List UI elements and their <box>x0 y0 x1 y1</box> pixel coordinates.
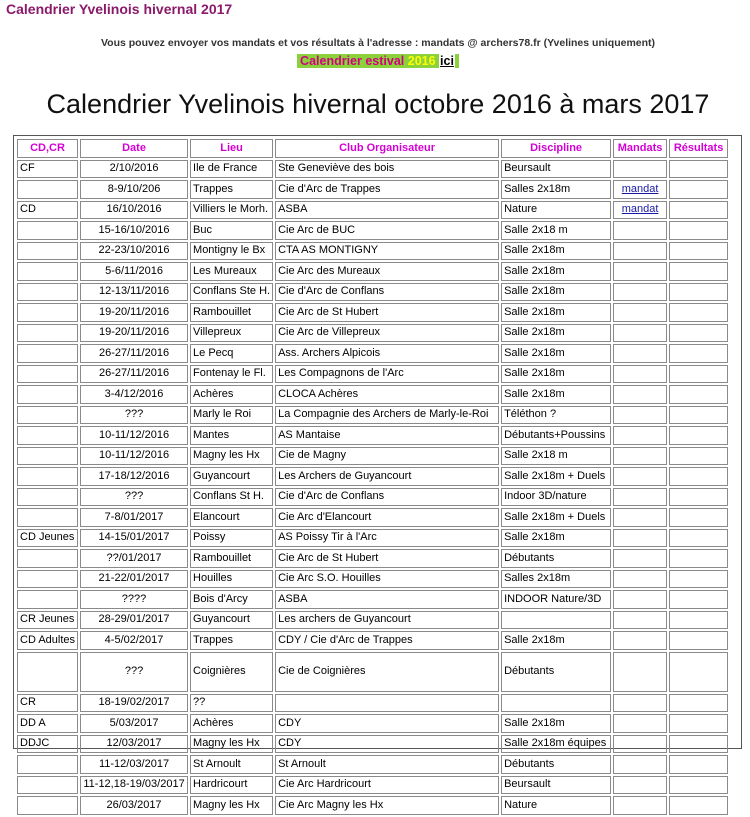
cell-lieu: ?? <box>190 694 273 713</box>
cell-category <box>17 467 78 486</box>
cell-discipline: Salle 2x18m <box>501 344 611 363</box>
cell-category <box>17 755 78 774</box>
cell-mandat <box>613 242 667 261</box>
table-row <box>17 508 728 527</box>
cell-date: ??/01/2017 <box>80 549 188 568</box>
cell-resultat <box>669 488 728 507</box>
cell-resultat <box>669 447 728 466</box>
cell-mandat <box>613 488 667 507</box>
cell-date: 3-4/12/2016 <box>80 385 188 404</box>
cell-club: ASBA <box>275 590 499 609</box>
cell-lieu: Houilles <box>190 570 273 589</box>
header-category: CD,CR <box>17 139 78 158</box>
cell-lieu: Magny les Hx <box>190 796 273 815</box>
cell-date: 4-5/02/2017 <box>80 631 188 650</box>
cell-category <box>17 221 78 240</box>
cell-resultat <box>669 611 728 630</box>
cell-date: 12/03/2017 <box>80 735 188 754</box>
table-row <box>17 344 728 363</box>
cell-mandat <box>613 324 667 343</box>
cell-discipline: Débutants <box>501 549 611 568</box>
cell-category: CR <box>17 694 78 713</box>
cell-club: Cie de Magny <box>275 447 499 466</box>
cell-club: Cie de Coignières <box>275 652 499 692</box>
cell-lieu: Guyancourt <box>190 611 273 630</box>
cell-category <box>17 385 78 404</box>
header-resultats: Résultats <box>669 139 728 158</box>
cell-category <box>17 508 78 527</box>
cell-category <box>17 652 78 692</box>
cell-club: Cie Arc S.O. Houilles <box>275 570 499 589</box>
cell-lieu: Magny les Hx <box>190 735 273 754</box>
cell-date: 26-27/11/2016 <box>80 344 188 363</box>
cell-lieu: Trappes <box>190 180 273 199</box>
cell-date: 28-29/01/2017 <box>80 611 188 630</box>
cell-lieu: Rambouillet <box>190 549 273 568</box>
cell-mandat <box>613 776 667 795</box>
cell-mandat <box>613 796 667 815</box>
cell-lieu: St Arnoult <box>190 755 273 774</box>
cell-date: ??? <box>80 406 188 425</box>
cell-mandat <box>613 201 667 220</box>
cell-mandat <box>613 180 667 199</box>
cell-club: Les archers de Guyancourt <box>275 611 499 630</box>
cell-lieu: Achères <box>190 385 273 404</box>
cell-mandat <box>613 508 667 527</box>
cell-mandat <box>613 570 667 589</box>
cell-club <box>275 694 499 713</box>
cell-date: 19-20/11/2016 <box>80 324 188 343</box>
cell-lieu: Achères <box>190 714 273 733</box>
cell-discipline: Salle 2x18 m <box>501 447 611 466</box>
cell-category: DD A <box>17 714 78 733</box>
cell-lieu: Ile de France <box>190 160 273 179</box>
cell-club: Cie d'Arc de Conflans <box>275 488 499 507</box>
cell-mandat <box>613 344 667 363</box>
table-row <box>17 714 728 733</box>
cell-club: La Compagnie des Archers de Marly-le-Roi <box>275 406 499 425</box>
table-row <box>17 590 728 609</box>
cell-club: Cie Arc de St Hubert <box>275 549 499 568</box>
cell-resultat <box>669 590 728 609</box>
cell-mandat <box>613 611 667 630</box>
header-date: Date <box>80 139 188 158</box>
table-row <box>17 652 728 692</box>
cell-lieu: Elancourt <box>190 508 273 527</box>
cell-date: 18-19/02/2017 <box>80 694 188 713</box>
cell-mandat <box>613 365 667 384</box>
cell-discipline: Débutants <box>501 755 611 774</box>
cell-club: Cie Arc de BUC <box>275 221 499 240</box>
cell-lieu: Marly le Roi <box>190 406 273 425</box>
cell-category: CD <box>17 201 78 220</box>
cell-resultat <box>669 365 728 384</box>
cell-category: CD Adultes <box>17 631 78 650</box>
table-row <box>17 221 728 240</box>
table-row <box>17 201 728 220</box>
cell-category <box>17 303 78 322</box>
summer-calendar-line <box>0 52 750 70</box>
table-row <box>17 611 728 630</box>
cell-club: Cie Arc des Mureaux <box>275 262 499 281</box>
cell-mandat <box>613 426 667 445</box>
cell-date: 5/03/2017 <box>80 714 188 733</box>
cell-date: ??? <box>80 488 188 507</box>
cell-lieu: Bois d'Arcy <box>190 590 273 609</box>
cell-resultat <box>669 180 728 199</box>
cell-club: Ass. Archers Alpicois <box>275 344 499 363</box>
cell-discipline: Salle 2x18m <box>501 262 611 281</box>
cell-resultat <box>669 221 728 240</box>
cell-discipline: Salle 2x18m <box>501 283 611 302</box>
cell-category <box>17 262 78 281</box>
cell-date: 16/10/2016 <box>80 201 188 220</box>
table-row <box>17 365 728 384</box>
cell-resultat <box>669 385 728 404</box>
cell-date: 14-15/01/2017 <box>80 529 188 548</box>
cell-resultat <box>669 426 728 445</box>
summer-calendar-label: Calendrier estival <box>300 54 408 68</box>
table-row <box>17 570 728 589</box>
table-row <box>17 242 728 261</box>
cell-mandat <box>613 283 667 302</box>
table-row <box>17 549 728 568</box>
cell-discipline: Salle 2x18m + Duels <box>501 508 611 527</box>
cell-category: CF <box>17 160 78 179</box>
table-row <box>17 324 728 343</box>
header-mandats: Mandats <box>613 139 667 158</box>
cell-date: 10-11/12/2016 <box>80 426 188 445</box>
cell-lieu: Coignières <box>190 652 273 692</box>
cell-club: CDY / Cie d'Arc de Trappes <box>275 631 499 650</box>
cell-resultat <box>669 631 728 650</box>
cell-club: Cie Arc de Villepreux <box>275 324 499 343</box>
cell-discipline: Indoor 3D/nature <box>501 488 611 507</box>
cell-resultat <box>669 694 728 713</box>
cell-discipline: Salle 2x18m <box>501 529 611 548</box>
table-row <box>17 488 728 507</box>
header-club: Club Organisateur <box>275 139 499 158</box>
table-row <box>17 160 728 179</box>
cell-resultat <box>669 796 728 815</box>
cell-discipline <box>501 694 611 713</box>
cell-discipline: Salle 2x18m <box>501 365 611 384</box>
cell-resultat <box>669 406 728 425</box>
table-row <box>17 262 728 281</box>
cell-discipline: Salle 2x18m équipes <box>501 735 611 754</box>
cell-resultat <box>669 570 728 589</box>
cell-club: Cie d'Arc de Conflans <box>275 283 499 302</box>
table-row <box>17 467 728 486</box>
cell-resultat <box>669 735 728 754</box>
cell-mandat <box>613 303 667 322</box>
cell-resultat <box>669 529 728 548</box>
table-row <box>17 631 728 650</box>
summer-calendar-link[interactable]: ici <box>440 54 454 68</box>
cell-discipline: INDOOR Nature/3D <box>501 590 611 609</box>
cell-lieu: Fontenay le Fl. <box>190 365 273 384</box>
cell-category <box>17 406 78 425</box>
cell-mandat <box>613 467 667 486</box>
cell-date: 2/10/2016 <box>80 160 188 179</box>
cell-discipline: Téléthon ? <box>501 406 611 425</box>
cell-date: 26/03/2017 <box>80 796 188 815</box>
cell-category <box>17 426 78 445</box>
cell-lieu: Magny les Hx <box>190 447 273 466</box>
cell-category: CR Jeunes <box>17 611 78 630</box>
cell-club: AS Mantaise <box>275 426 499 445</box>
cell-discipline: Salle 2x18m <box>501 324 611 343</box>
cell-mandat <box>613 549 667 568</box>
table-header-row <box>17 139 728 158</box>
cell-club: Cie Arc Hardricourt <box>275 776 499 795</box>
table-row <box>17 426 728 445</box>
cell-lieu: Villiers le Morh. <box>190 201 273 220</box>
cell-mandat <box>613 590 667 609</box>
calendar-table <box>15 137 730 817</box>
cell-resultat <box>669 776 728 795</box>
cell-date: 17-18/12/2016 <box>80 467 188 486</box>
table-row <box>17 776 728 795</box>
table-row <box>17 283 728 302</box>
cell-lieu: Le Pecq <box>190 344 273 363</box>
cell-category <box>17 796 78 815</box>
table-row <box>17 180 728 199</box>
cell-date: 22-23/10/2016 <box>80 242 188 261</box>
cell-lieu: Conflans Ste H. <box>190 283 273 302</box>
cell-lieu: Rambouillet <box>190 303 273 322</box>
cell-club: Cie Arc d'Elancourt <box>275 508 499 527</box>
cell-discipline: Nature <box>501 201 611 220</box>
cell-date: 8-9/10/206 <box>80 180 188 199</box>
cell-resultat <box>669 303 728 322</box>
cell-date: 5-6/11/2016 <box>80 262 188 281</box>
cell-discipline: Salle 2x18m <box>501 385 611 404</box>
cell-date: 7-8/01/2017 <box>80 508 188 527</box>
cell-date: 10-11/12/2016 <box>80 447 188 466</box>
mandat-link[interactable]: mandat <box>621 182 659 195</box>
cell-discipline: Salle 2x18m <box>501 303 611 322</box>
cell-lieu: Montigny le Bx <box>190 242 273 261</box>
cell-club: CLOCA Achères <box>275 385 499 404</box>
cell-club: Les Compagnons de l'Arc <box>275 365 499 384</box>
cell-category <box>17 590 78 609</box>
cell-discipline: Beursault <box>501 776 611 795</box>
cell-category <box>17 242 78 261</box>
header-discipline: Discipline <box>501 139 611 158</box>
cell-club: Les Archers de Guyancourt <box>275 467 499 486</box>
cell-resultat <box>669 262 728 281</box>
cell-category <box>17 180 78 199</box>
cell-date: 12-13/11/2016 <box>80 283 188 302</box>
cell-club: Cie Arc Magny les Hx <box>275 796 499 815</box>
page-title: Calendrier Yvelinois hivernal octobre 2016 à mars 2017 <box>46 89 710 119</box>
cell-discipline: Salle 2x18m + Duels <box>501 467 611 486</box>
cell-date: 11-12/03/2017 <box>80 755 188 774</box>
cell-lieu: Trappes <box>190 631 273 650</box>
cell-date: 11-12,18-19/03/2017 <box>80 776 188 795</box>
cell-mandat <box>613 385 667 404</box>
cell-club: CTA AS MONTIGNY <box>275 242 499 261</box>
cell-mandat <box>613 631 667 650</box>
cell-resultat <box>669 755 728 774</box>
cell-lieu: Poissy <box>190 529 273 548</box>
cell-club: CDY <box>275 714 499 733</box>
cell-mandat <box>613 714 667 733</box>
cell-lieu: Guyancourt <box>190 467 273 486</box>
summer-calendar-banner <box>297 54 459 68</box>
cell-date: 26-27/11/2016 <box>80 365 188 384</box>
cell-club: AS Poissy Tir à l'Arc <box>275 529 499 548</box>
intro-text: Vous pouvez envoyer vos mandats et vos résultats à l'adresse : mandats @ archers78.fr (Yvelines uniquement) <box>100 37 656 49</box>
cell-category <box>17 488 78 507</box>
header-lieu: Lieu <box>190 139 273 158</box>
cell-mandat <box>613 652 667 692</box>
cell-lieu: Villepreux <box>190 324 273 343</box>
cell-date: 19-20/11/2016 <box>80 303 188 322</box>
cell-discipline: Nature <box>501 796 611 815</box>
cell-date: ??? <box>80 652 188 692</box>
cell-category <box>17 344 78 363</box>
table-row <box>17 406 728 425</box>
cell-category <box>17 365 78 384</box>
cell-mandat <box>613 160 667 179</box>
cell-date: 21-22/01/2017 <box>80 570 188 589</box>
cell-mandat <box>613 262 667 281</box>
cell-resultat <box>669 324 728 343</box>
cell-club: Ste Geneviève des bois <box>275 160 499 179</box>
table-row <box>17 447 728 466</box>
table-row <box>17 529 728 548</box>
cell-lieu: Mantes <box>190 426 273 445</box>
cell-mandat <box>613 735 667 754</box>
cell-club: ASBA <box>275 201 499 220</box>
cell-category <box>17 549 78 568</box>
cell-discipline <box>501 611 611 630</box>
cell-resultat <box>669 549 728 568</box>
cell-mandat <box>613 694 667 713</box>
cell-club: CDY <box>275 735 499 754</box>
cell-discipline: Salle 2x18m <box>501 631 611 650</box>
cell-discipline: Salles 2x18m <box>501 570 611 589</box>
cell-discipline: Salle 2x18m <box>501 714 611 733</box>
cell-resultat <box>669 714 728 733</box>
cell-discipline: Débutants <box>501 652 611 692</box>
cell-resultat <box>669 344 728 363</box>
cell-category: DDJC <box>17 735 78 754</box>
cell-resultat <box>669 160 728 179</box>
cell-lieu: Conflans St H. <box>190 488 273 507</box>
cell-lieu: Buc <box>190 221 273 240</box>
cell-club: St Arnoult <box>275 755 499 774</box>
table-row <box>17 303 728 322</box>
cell-discipline: Beursault <box>501 160 611 179</box>
table-row <box>17 694 728 713</box>
cell-mandat <box>613 447 667 466</box>
cell-category <box>17 776 78 795</box>
table-row <box>17 755 728 774</box>
cell-resultat <box>669 652 728 692</box>
cell-resultat <box>669 242 728 261</box>
cell-resultat <box>669 201 728 220</box>
site-title: Calendrier Yvelinois hivernal 2017 <box>6 1 233 17</box>
cell-club: Cie Arc de St Hubert <box>275 303 499 322</box>
cell-discipline: Débutants+Poussins <box>501 426 611 445</box>
cell-mandat <box>613 755 667 774</box>
cell-discipline: Salles 2x18m <box>501 180 611 199</box>
summer-calendar-year: 2016 <box>407 54 436 68</box>
cell-resultat <box>669 508 728 527</box>
table-row <box>17 796 728 815</box>
cell-mandat <box>613 529 667 548</box>
cell-club: Cie d'Arc de Trappes <box>275 180 499 199</box>
cell-discipline: Salle 2x18 m <box>501 221 611 240</box>
cell-date: 15-16/10/2016 <box>80 221 188 240</box>
cell-date: ???? <box>80 590 188 609</box>
cell-mandat <box>613 221 667 240</box>
mandat-link[interactable]: mandat <box>621 203 659 216</box>
cell-discipline: Salle 2x18m <box>501 242 611 261</box>
cell-category: CD Jeunes <box>17 529 78 548</box>
table-row <box>17 735 728 754</box>
cell-mandat <box>613 406 667 425</box>
cell-category <box>17 570 78 589</box>
table-row <box>17 385 728 404</box>
cell-category <box>17 447 78 466</box>
cell-resultat <box>669 283 728 302</box>
cell-lieu: Hardricourt <box>190 776 273 795</box>
cell-category <box>17 324 78 343</box>
cell-resultat <box>669 467 728 486</box>
cell-category <box>17 283 78 302</box>
cell-lieu: Les Mureaux <box>190 262 273 281</box>
